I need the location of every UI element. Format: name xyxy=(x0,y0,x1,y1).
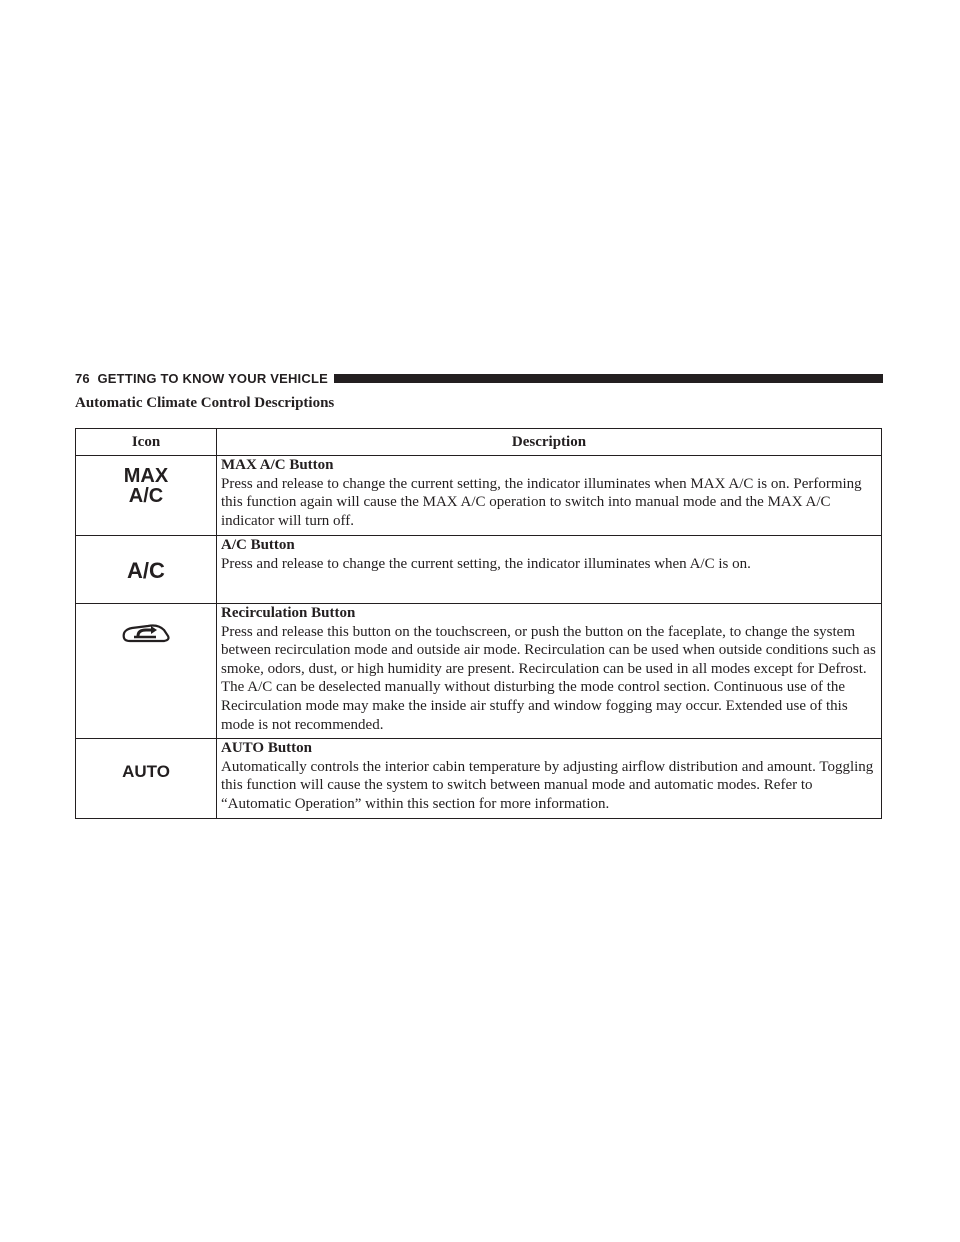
description-cell xyxy=(217,456,882,536)
icon-cell xyxy=(76,739,217,819)
max-ac-icon: MAX A/C xyxy=(123,465,169,507)
row-title: AUTO Button xyxy=(221,740,312,757)
row-body: Automatically controls the interior cabin temperature by adjusting airflow distribution and amount. Toggling this function will cause the system to switch between manual mode and automatic modes. Refer to “Automatic Operation” within this section for more information. xyxy=(221,758,874,812)
row-body: Press and release this button on the touchscreen, or push the button on the faceplate, to change the system between recirculation mode and outside air mode. Recirculation can be used when outside conditions such as smoke, odors, dust, or high humidity are present. Recirculation can be used in all modes except for Defrost. The A/C can be deselected manually without disturbing the mode control section. Continuous use of the Recirculation mode may make the inside air stuffy and window fogging may occur. Extended use of this mode is not recommended. xyxy=(221,623,876,733)
header-rule xyxy=(334,374,883,383)
table-row xyxy=(76,456,882,536)
description-cell xyxy=(217,604,882,739)
icon-cell xyxy=(76,604,217,739)
table-row xyxy=(76,536,882,604)
row-title: MAX A/C Button xyxy=(221,457,334,473)
ac-icon: A/C xyxy=(127,558,165,583)
description-cell xyxy=(217,536,882,604)
column-header-icon: Icon xyxy=(76,429,217,456)
recirculation-icon xyxy=(118,618,174,646)
auto-icon: AUTO xyxy=(122,762,170,782)
table-row xyxy=(76,604,882,739)
row-body: Press and release to change the current setting, the indicator illuminates when MAX A/C is on. Performing this function again will cause the MAX A/C operation to switch into manual mode and the MAX A/C indicator will turn off. xyxy=(221,475,862,529)
page-header xyxy=(75,370,883,386)
climate-control-table xyxy=(75,428,882,819)
row-title: A/C Button xyxy=(221,537,295,553)
column-header-description: Description xyxy=(217,429,882,456)
table-header-row xyxy=(76,429,882,456)
table-row xyxy=(76,739,882,819)
section-name: GETTING TO KNOW YOUR VEHICLE xyxy=(97,370,328,386)
icon-cell xyxy=(76,536,217,604)
page-number: 76 xyxy=(75,370,90,386)
icon-cell xyxy=(76,456,217,536)
header-label xyxy=(75,371,328,386)
section-title: Automatic Climate Control Descriptions xyxy=(75,395,335,411)
description-cell xyxy=(217,739,882,819)
row-title: Recirculation Button xyxy=(221,605,356,621)
row-body: Press and release to change the current setting, the indicator illuminates when A/C is on. xyxy=(221,555,751,572)
